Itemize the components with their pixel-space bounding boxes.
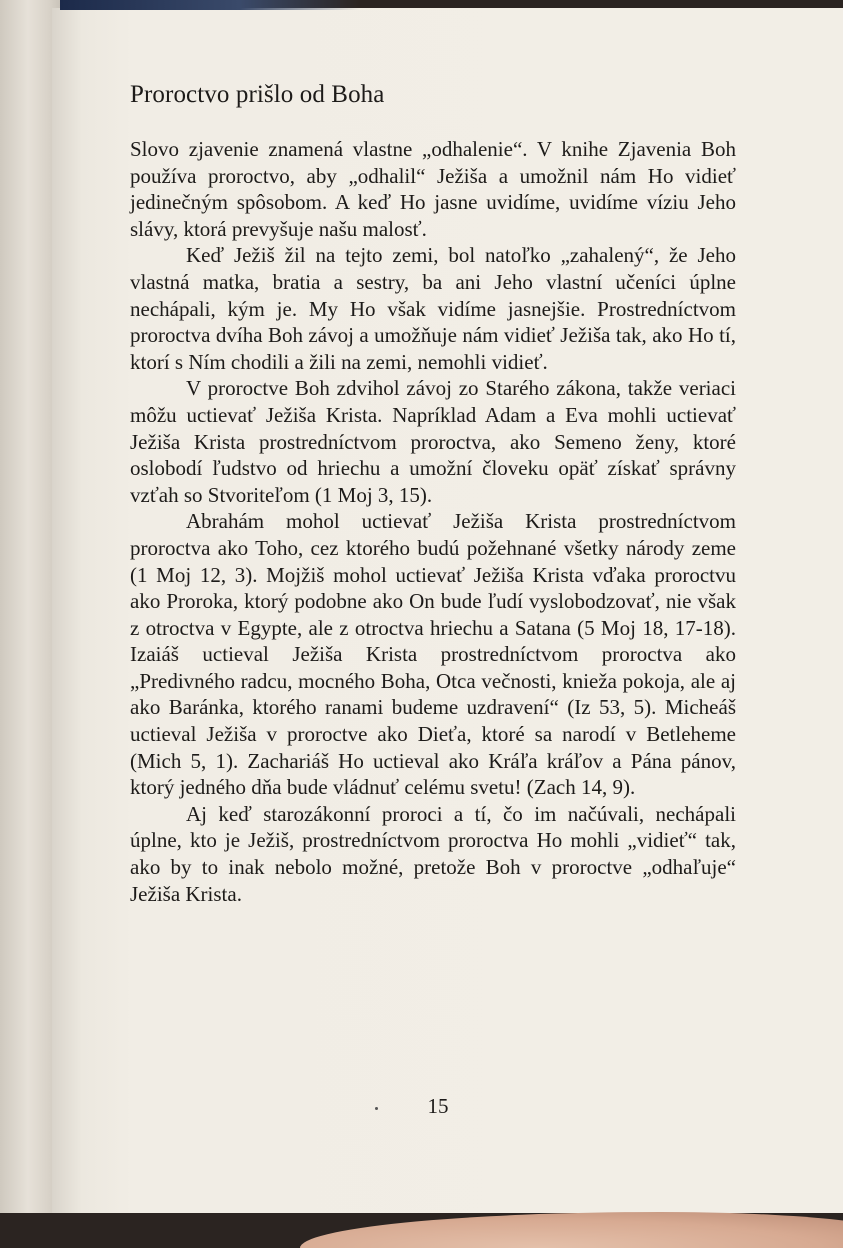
- print-speck: [375, 1107, 378, 1110]
- paragraph-1: Slovo zjavenie znamená vlastne „odhalenie“. V knihe Zjavenia Boh používa proroctvo, aby „odhalil“ Ježiša a umožnil nám Ho vidieť jedinečným spôsobom. A keď Ho jasne uvidíme, uvidíme víziu Jeho slávy, ktorá prevyšuje našu malosť.: [130, 137, 736, 241]
- paragraph-5: Aj keď starozákonní proroci a tí, čo im načúvali, nechápali úplne, kto je Ježiš, prostredníctvom proroctva Ho mohli „vidieť“ tak, ako by to inak nebolo možné, pretože Boh v proroctve „odhaľuje“ Ježiša Krista.: [130, 801, 736, 906]
- paragraph-2: Keď Ježiš žil na tejto zemi, bol natoľko „zahalený“, že Jeho vlastná matka, bratia a sestry, ba ani Jeho vlastní učeníci úplne nechápali, kým je. My Ho však vidíme jasnejšie. Prostredníctvom proroctva dvíha Boh závoj a umožňuje nám vidieť Ježiša tak, ako Ho tí, ktorí s Ním chodili a žili na zemi, nemohli vidieť.: [130, 243, 736, 374]
- page-text: [130, 78, 736, 907]
- page-number: 15: [427, 1094, 449, 1118]
- cover-edge: [60, 0, 360, 10]
- paragraph-4: Abrahám mohol uctievať Ježiša Krista prostredníctvom proroctva ako Toho, cez ktorého budú požehnané všetky národy zeme (1 Moj 12, 3). Mojžiš mohol uctievať Ježiša Krista vďaka proroctvu ako Proroka, ktorý podobne ako On bude ľudí vyslobodzovať, nie však z otroctva v Egypte, ale z otroctva hriechu a Satana (5 Moj 18, 17-18). Izaiáš uctieval Ježiša Krista prostredníctvom proroctva ako „Predivného radcu, mocného Boha, Otca večnosti, knieža pokoja, ale aj ako Baránka, ktorého ranami budeme uzdravení“ (Iz 53, 5). Micheáš uctieval Ježiša v proroctve ako Dieťa, ktoré sa narodí v Betleheme (Mich 5, 1). Zachariáš Ho uctieval ako Kráľa kráľov a Pána pánov, ktorý jedného dňa bude vládnuť celému svetu! (Zach 14, 9).: [130, 509, 736, 800]
- section-heading: Proroctvo prišlo od Boha: [130, 81, 385, 108]
- paragraph-3: V proroctve Boh zdvihol závoj zo Starého zákona, takže veriaci môžu uctievať Ježiša Krista. Napríklad Adam a Eva mohli uctievať Ježiša Krista prostredníctvom proroctva, ako Semeno ženy, ktoré oslobodí ľudstvo od hriechu a umožní človeku opäť získať správny vzťah so Stvoriteľom (1 Moj 3, 15).: [130, 376, 736, 507]
